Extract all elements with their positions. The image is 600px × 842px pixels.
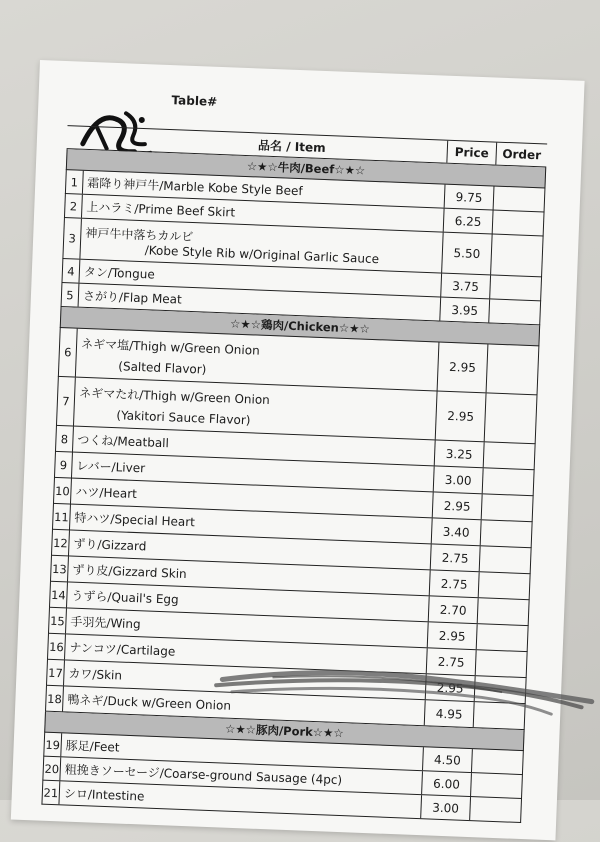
item-price: 2.70 <box>428 596 478 623</box>
category-header: ☆★☆豚肉/Pork☆★☆ <box>44 712 524 751</box>
order-quantity-cell[interactable] <box>479 546 531 573</box>
item-number: 2 <box>65 194 83 218</box>
item-name: 霜降り神戸牛/Marble Kobe Style Beef <box>87 175 303 199</box>
item-number: 20 <box>43 757 61 781</box>
item-name: 手羽先/Wing <box>70 614 141 632</box>
item-name: ネギマ塩/Thigh w/Green Onion <box>80 336 260 358</box>
item-number: 12 <box>52 530 70 556</box>
item-name: レバー/Liver <box>76 458 146 476</box>
price-column-header: Price <box>446 141 496 165</box>
item-price: 3.25 <box>434 440 484 467</box>
order-quantity-cell[interactable] <box>489 275 541 300</box>
order-quantity-cell[interactable] <box>474 676 526 703</box>
item-name: ハツ/Heart <box>75 484 138 502</box>
item-name: 神戸牛中落ちカルビ <box>85 225 194 244</box>
order-quantity-cell[interactable] <box>483 442 535 469</box>
order-quantity-cell[interactable] <box>480 520 532 547</box>
item-column-header: 品名 / Item <box>257 137 326 155</box>
item-price: 2.75 <box>429 570 479 597</box>
order-quantity-cell[interactable] <box>488 299 540 324</box>
item-number: 21 <box>42 781 60 805</box>
item-price: 3.40 <box>431 518 481 545</box>
item-price: 2.95 <box>432 492 482 519</box>
item-price: 2.75 <box>426 648 476 675</box>
item-number: 14 <box>50 582 68 608</box>
item-name: 鴨ネギ/Duck w/Green Onion <box>67 692 232 713</box>
order-quantity-cell[interactable] <box>481 494 533 521</box>
order-quantity-cell[interactable] <box>475 650 527 677</box>
item-price: 3.75 <box>440 274 490 299</box>
item-price: 2.95 <box>437 343 488 393</box>
item-number: 3 <box>63 218 82 259</box>
order-quantity-cell[interactable] <box>477 598 529 625</box>
item-price: 6.00 <box>421 771 471 796</box>
item-number: 1 <box>66 170 84 194</box>
item-name: さがり/Flap Meat <box>82 288 183 307</box>
order-column-header: Order <box>495 143 547 167</box>
item-name: ネギマたれ/Thigh w/Green Onion <box>79 385 271 407</box>
item-number: 16 <box>48 634 66 660</box>
table-number-label: Table# <box>171 93 218 109</box>
order-quantity-cell[interactable] <box>482 468 534 495</box>
order-quantity-cell[interactable] <box>469 797 521 822</box>
item-number: 19 <box>44 733 62 757</box>
item-price: 5.50 <box>441 233 491 275</box>
order-quantity-cell[interactable] <box>476 624 528 651</box>
order-quantity-cell[interactable] <box>478 572 530 599</box>
item-number: 10 <box>54 478 72 504</box>
order-quantity-cell[interactable] <box>473 702 525 729</box>
item-price: 2.75 <box>430 544 480 571</box>
order-quantity-cell[interactable] <box>484 393 537 443</box>
item-price: 3.00 <box>420 795 470 820</box>
item-name-detail: (Salted Flavor) <box>118 358 207 377</box>
item-name: カワ/Skin <box>68 666 123 683</box>
item-number: 11 <box>53 504 71 530</box>
menu-sections <box>41 149 546 823</box>
item-number: 13 <box>51 556 69 582</box>
item-name: 上ハラミ/Prime Beef Skirt <box>86 199 236 220</box>
item-number: 5 <box>62 283 80 307</box>
order-quantity-cell[interactable] <box>493 187 545 212</box>
item-number: 7 <box>57 377 76 426</box>
item-price: 9.75 <box>444 185 494 210</box>
item-number: 4 <box>62 259 80 283</box>
order-quantity-cell[interactable] <box>471 749 523 774</box>
item-name: うずら/Quail's Egg <box>71 588 179 607</box>
item-name: 特ハツ/Special Heart <box>74 510 196 530</box>
item-number: 17 <box>47 660 65 686</box>
item-number: 15 <box>49 608 67 634</box>
item-name: タン/Tongue <box>83 264 156 282</box>
category-header: ☆★☆鶏肉/Chicken☆★☆ <box>60 307 540 346</box>
item-price: 2.95 <box>435 391 486 441</box>
item-price: 4.95 <box>424 700 474 727</box>
item-name: シロ/Intestine <box>63 786 145 804</box>
item-name-detail: /Kobe Style Rib w/Original Garlic Sauce <box>144 242 380 266</box>
item-name: ずり皮/Gizzard Skin <box>72 562 187 582</box>
order-quantity-cell[interactable] <box>486 344 539 394</box>
item-price: 2.95 <box>427 622 477 649</box>
order-quantity-cell[interactable] <box>470 773 522 798</box>
item-price: 4.50 <box>422 747 472 772</box>
item-name: ずり/Gizzard <box>73 536 147 554</box>
item-number: 9 <box>55 452 73 478</box>
item-name: ナンコツ/Cartilage <box>69 640 176 659</box>
menu-table <box>41 125 547 823</box>
order-quantity-cell[interactable] <box>492 210 544 235</box>
item-price: 6.25 <box>443 209 493 234</box>
item-number: 6 <box>59 328 78 377</box>
item-price: 3.95 <box>439 298 489 323</box>
item-name: 豚足/Feet <box>65 738 120 755</box>
item-name-detail: (Yakitori Sauce Flavor) <box>116 407 251 427</box>
item-price: 3.00 <box>433 466 483 493</box>
item-name: つくね/Meatball <box>77 432 170 451</box>
item-name: 粗挽きソーセージ/Coarse-ground Sausage (4pc) <box>64 762 343 788</box>
item-number: 18 <box>46 686 64 712</box>
item-price: 2.95 <box>425 674 475 701</box>
category-header: ☆★☆牛肉/Beef☆★☆ <box>66 149 546 188</box>
menu-sheet <box>11 60 585 840</box>
order-quantity-cell[interactable] <box>490 234 542 276</box>
item-number: 8 <box>56 426 74 452</box>
